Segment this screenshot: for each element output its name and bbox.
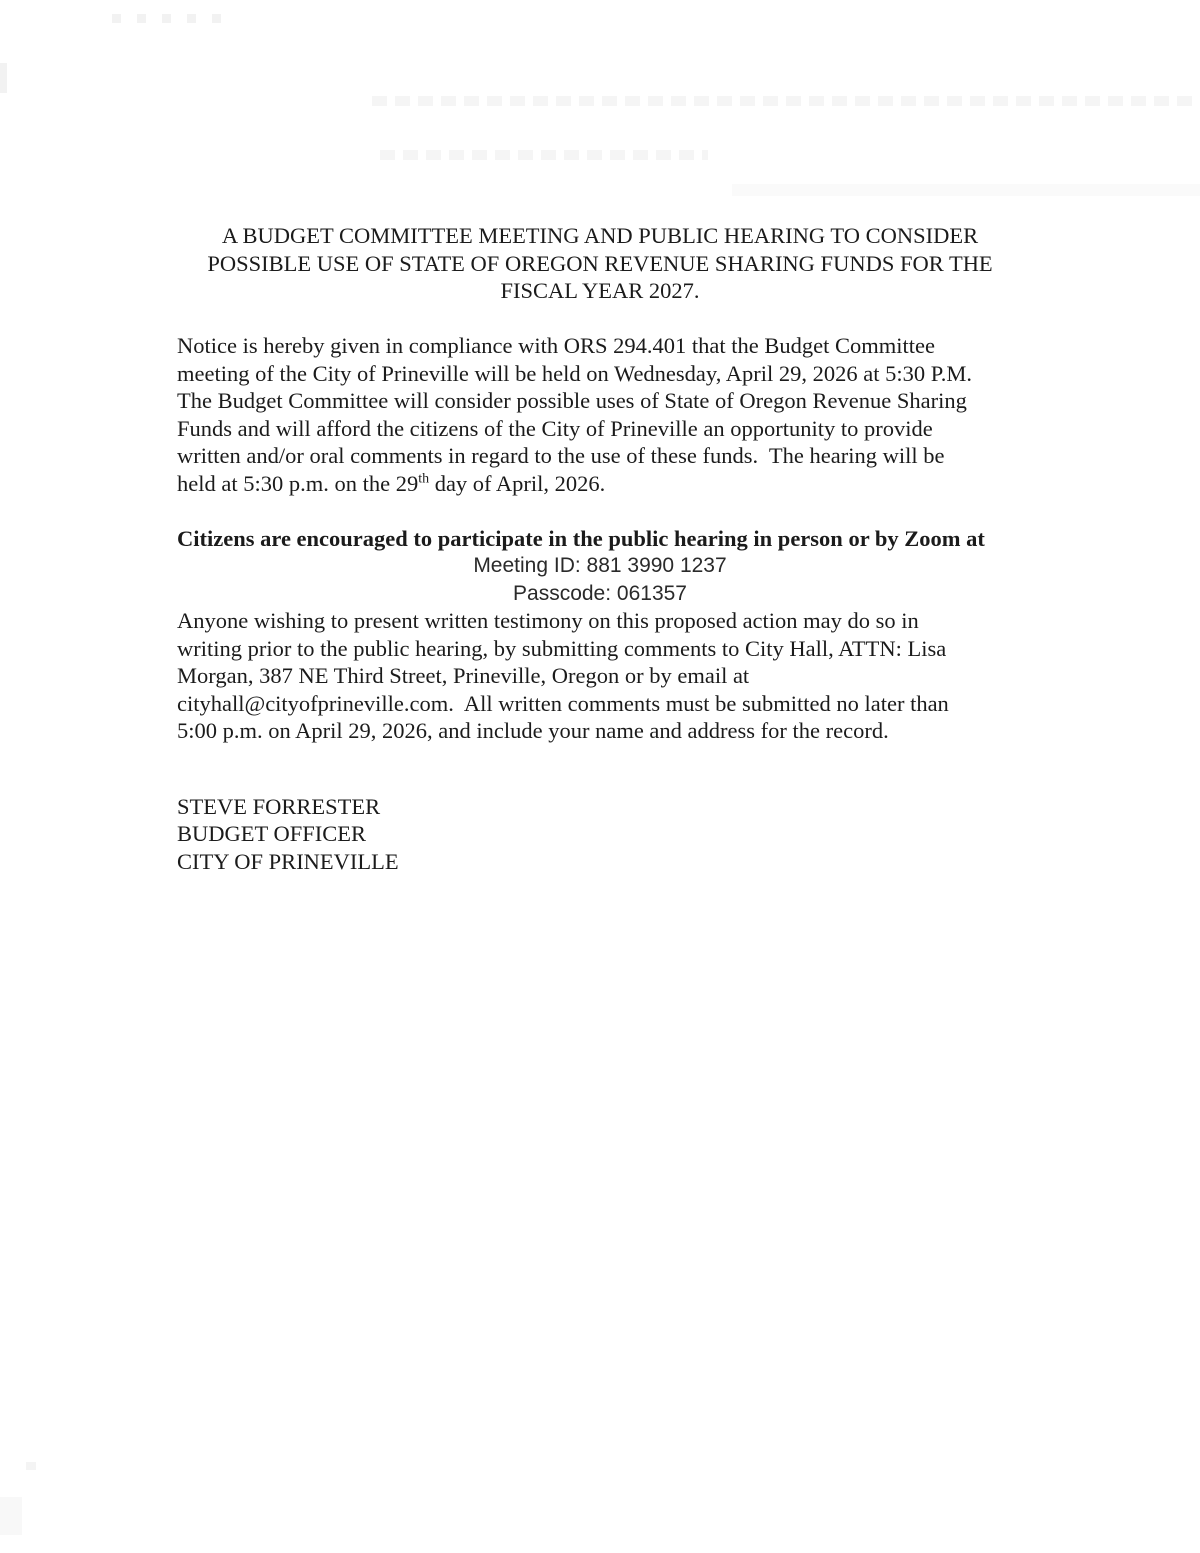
- signature-block: [177, 793, 1023, 876]
- notice-title-line: A BUDGET COMMITTEE MEETING AND PUBLIC HEARING TO CONSIDER: [221, 223, 979, 248]
- scan-artifact-edge-left-top: [0, 63, 7, 93]
- paragraph-line: The Budget Committee will consider possible uses of State of Oregon Revenue Sharing: [177, 388, 967, 413]
- paragraph-line: Anyone wishing to present written testimony on this proposed action may do so in: [177, 608, 919, 633]
- scan-artifact-edge-left-bottom: [0, 1497, 22, 1535]
- spacer: [177, 305, 1023, 333]
- paragraph-line: meeting of the City of Prineville will be held on Wednesday, April 29, 2026 at 5:30 P.M.: [177, 360, 972, 386]
- notice-paragraph-2: [177, 607, 1023, 745]
- scan-artifact-dash-row-1: [372, 96, 1200, 106]
- paragraph-line: 5:00 p.m. on April 29, 2026, and include your name and address for the record.: [177, 718, 889, 743]
- paragraph-line: writing prior to the public hearing, by submitting comments to City Hall, ATTN: Lisa: [177, 635, 947, 661]
- meeting-id-line: Meeting ID: 881 3990 1237: [473, 554, 727, 577]
- scan-artifact-speck-bottom: [26, 1462, 36, 1470]
- notice-title: [177, 222, 1023, 305]
- paragraph-text: held at 5:30 p.m. on the 29: [177, 470, 419, 496]
- scan-artifact-dash-row-2: [380, 150, 708, 160]
- scan-artifact-dots-topleft: [112, 14, 234, 23]
- notice-title-line: POSSIBLE USE OF STATE OF OREGON REVENUE SHARING FUNDS FOR THE: [207, 250, 993, 276]
- superscript-ordinal: th: [418, 471, 430, 486]
- paragraph-line: written and/or oral comments in regard to the use of these funds. The hearing will be: [177, 443, 945, 468]
- paragraph-line: [177, 470, 1023, 498]
- scan-artifact-band-right: [732, 184, 1200, 196]
- signature-title-line: BUDGET OFFICER: [177, 821, 366, 846]
- paragraph-line: Notice is hereby given in compliance with ORS 294.401 that the Budget Committee: [177, 333, 935, 358]
- notice-title-line: FISCAL YEAR 2027.: [500, 278, 700, 303]
- passcode-line: Passcode: 061357: [513, 581, 687, 605]
- signature-name-line: STEVE FORRESTER: [177, 793, 381, 819]
- signature-org-line: CITY OF PRINEVILLE: [177, 848, 399, 874]
- notice-document: [177, 222, 1023, 875]
- zoom-participation-heading: Citizens are encouraged to participate in the public hearing in person or by Zoom at: [177, 525, 985, 551]
- notice-paragraph-1: [177, 332, 1023, 497]
- paragraph-text: day of April, 2026.: [429, 470, 606, 496]
- paragraph-line: Funds and will afford the citizens of the City of Prineville an opportunity to provide: [177, 415, 933, 441]
- spacer: [177, 497, 1023, 525]
- paragraph-line: cityhall@cityofprineville.com. All written comments must be submitted no later than: [177, 690, 949, 716]
- paragraph-line: Morgan, 387 NE Third Street, Prineville, Oregon or by email at: [177, 663, 750, 688]
